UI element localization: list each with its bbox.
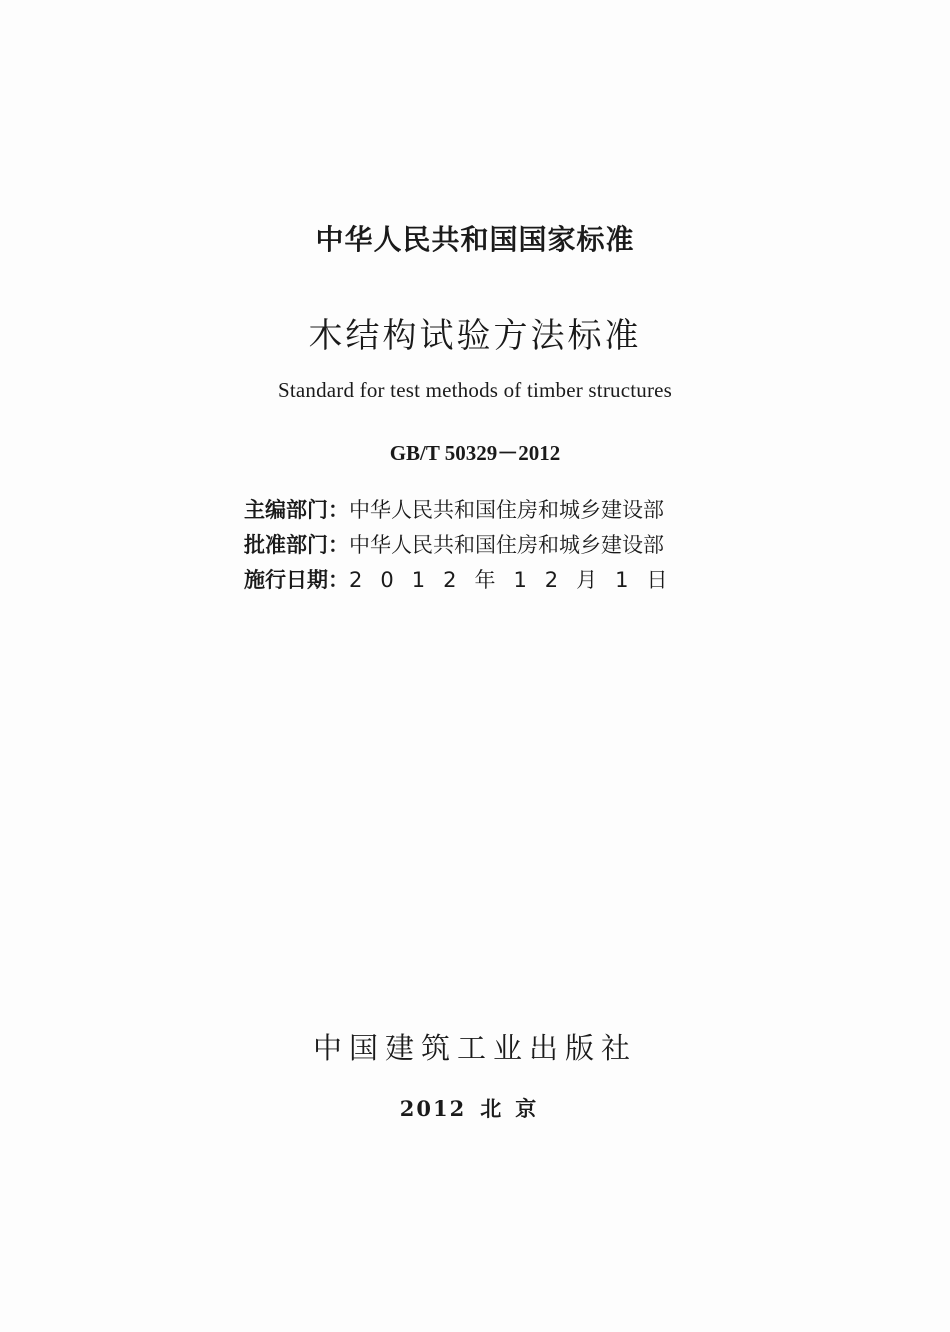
- editor-department-label: 主编部门：: [244, 498, 349, 522]
- editor-department-row: [244, 494, 664, 524]
- effective-date-label: 施行日期：: [244, 568, 349, 592]
- approver-department-row: [244, 529, 664, 559]
- standard-series: 中华人民共和国国家标准: [315, 223, 635, 256]
- standard-code: GB/T 50329－2012: [389, 441, 561, 465]
- editor-department-value: 中华人民共和国住房和城乡建设部: [349, 498, 664, 522]
- effective-date-value: 2012年12月1日: [349, 568, 686, 592]
- effective-date-row: [244, 564, 686, 594]
- publisher: 中国建筑工业出版社: [312, 1031, 637, 1065]
- imprint: [0, 1093, 950, 1123]
- publication-year: 2012: [399, 1096, 467, 1121]
- approver-department-label: 批准部门：: [244, 533, 349, 557]
- title-chinese: 木结构试验方法标准: [308, 316, 642, 356]
- title-english: Standard for test methods of timber structures: [277, 378, 673, 402]
- approver-department-value: 中华人民共和国住房和城乡建设部: [349, 533, 664, 557]
- publication-city: 北京: [480, 1096, 551, 1121]
